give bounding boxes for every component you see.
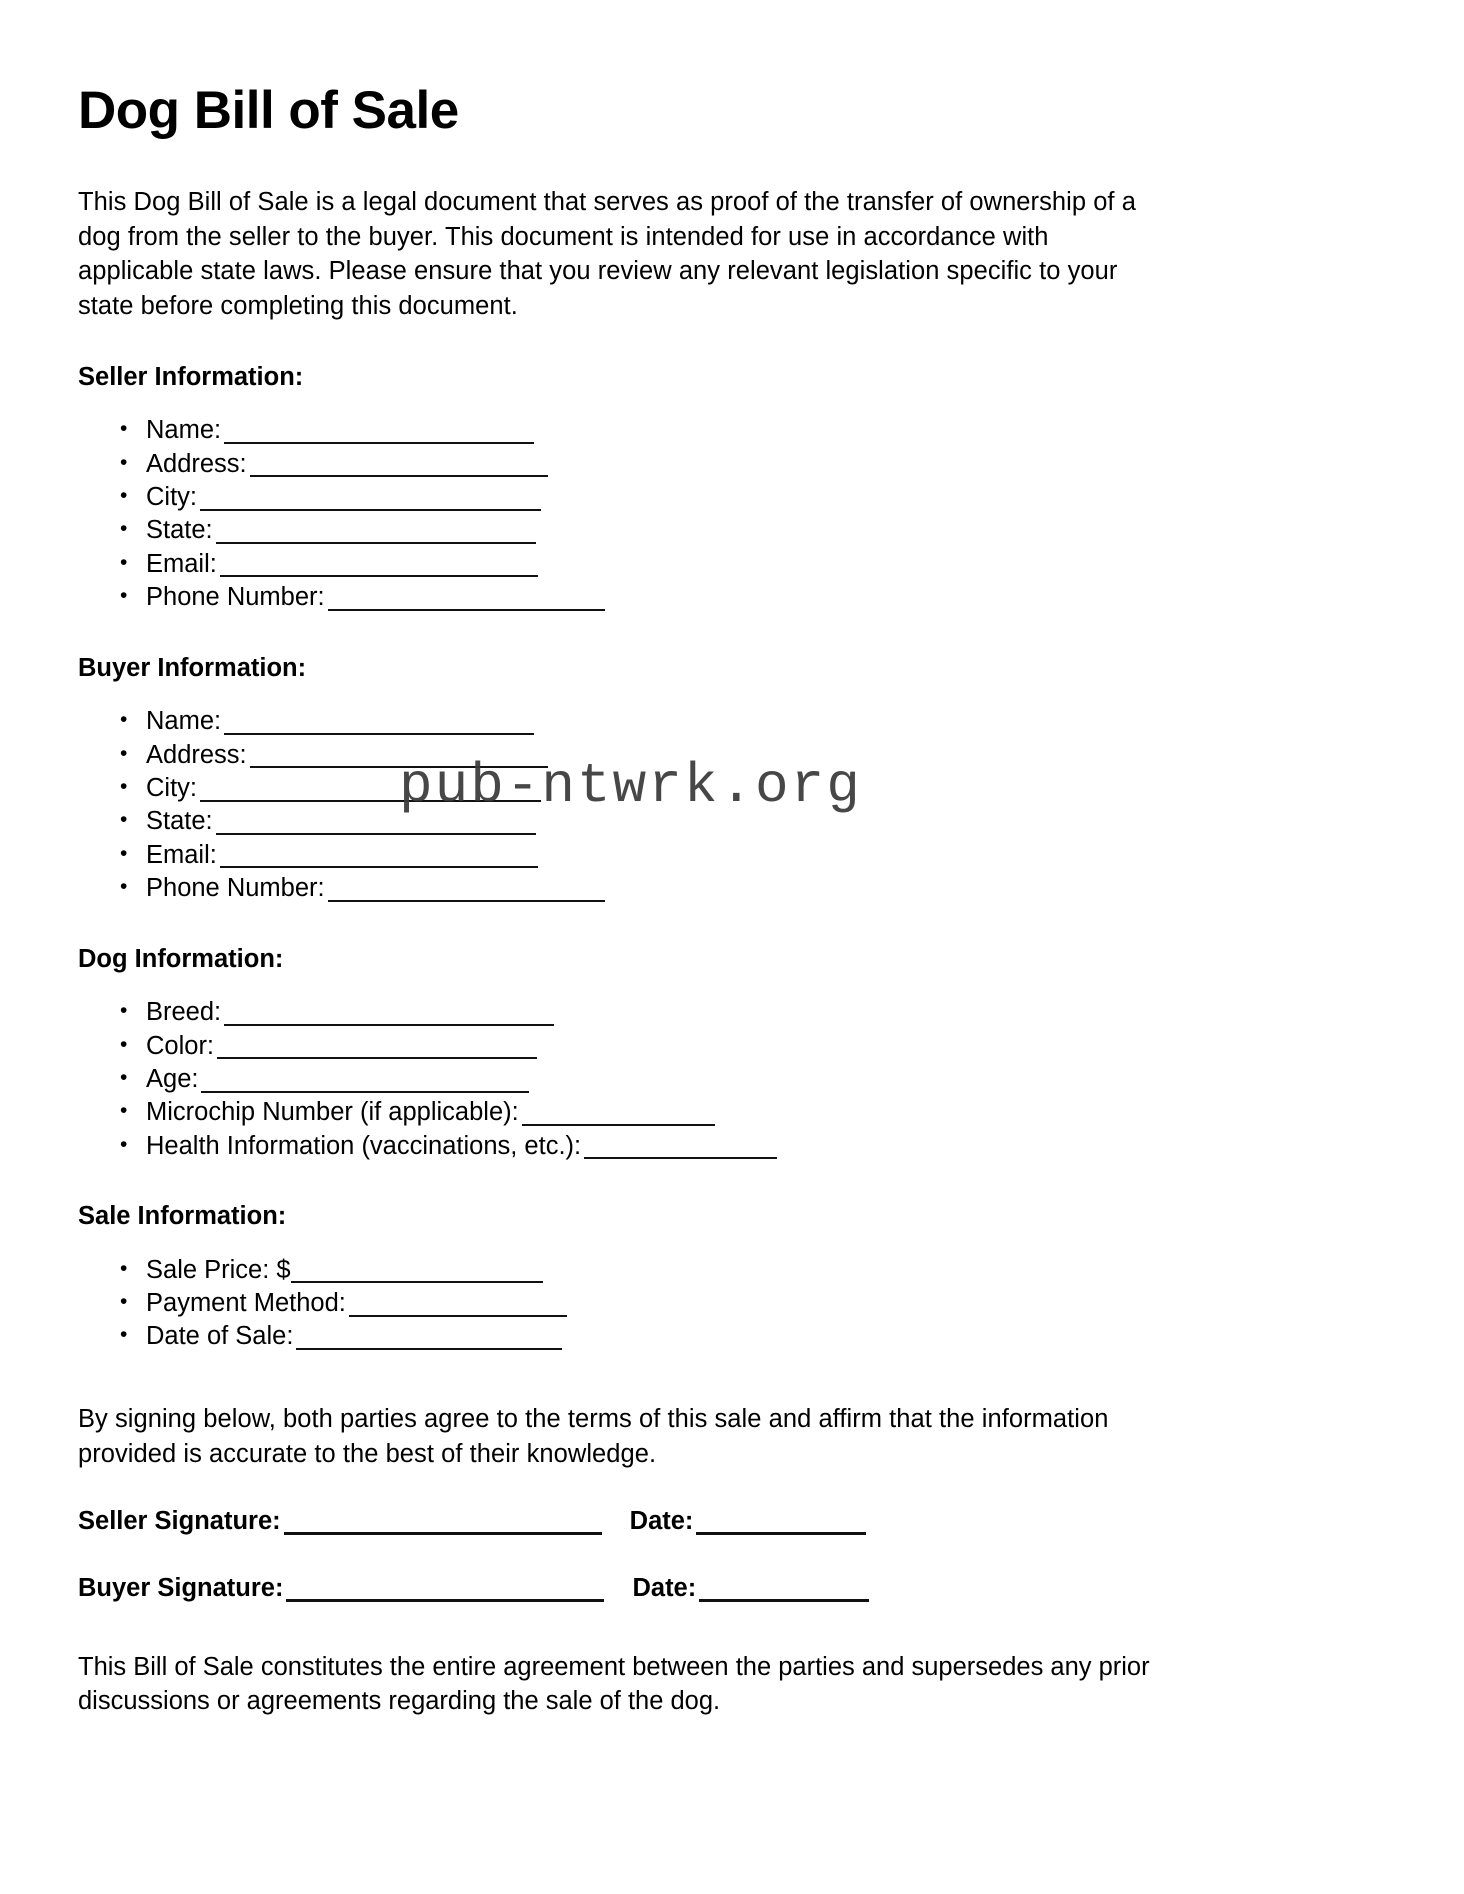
form-field-row <box>120 414 1386 447</box>
form-field-row <box>120 1030 1386 1063</box>
field-label: Address: <box>146 740 247 769</box>
field-label: Payment Method: <box>146 1289 346 1318</box>
field-blank-line[interactable] <box>201 1065 529 1093</box>
field-blank-line[interactable] <box>349 1289 567 1317</box>
field-blank-line[interactable] <box>217 1031 537 1059</box>
form-field-row <box>120 1254 1386 1287</box>
field-label: Email: <box>146 549 217 578</box>
field-blank-line[interactable] <box>216 807 536 835</box>
signature-blank-line[interactable] <box>286 1573 604 1602</box>
form-field-row <box>120 548 1386 581</box>
signature-block <box>78 1505 1386 1605</box>
form-field-row <box>120 1130 1386 1163</box>
form-sections <box>78 362 1386 1354</box>
field-label: Name: <box>146 416 222 445</box>
section-heading: Buyer Information: <box>78 653 307 682</box>
date-blank-line[interactable] <box>699 1573 869 1602</box>
section-heading: Dog Information: <box>78 944 284 973</box>
form-field-row <box>120 739 1386 772</box>
field-label: Age: <box>146 1064 199 1093</box>
form-field-row <box>120 805 1386 838</box>
field-blank-line[interactable] <box>224 707 534 735</box>
field-blank-line[interactable] <box>250 449 548 477</box>
form-field-row <box>120 1096 1386 1129</box>
field-blank-line[interactable] <box>522 1098 715 1126</box>
field-label: Microchip Number (if applicable): <box>146 1098 519 1127</box>
field-list <box>78 414 1386 614</box>
form-field-row <box>120 1287 1386 1320</box>
field-label: City: <box>146 483 197 512</box>
form-field-row <box>120 581 1386 614</box>
site-watermark: pub-ntwrk.org <box>399 754 862 818</box>
form-field-row <box>120 872 1386 905</box>
field-blank-line[interactable] <box>224 416 534 444</box>
form-field-row <box>120 514 1386 547</box>
field-label: Phone Number: <box>146 583 325 612</box>
page-title: Dog Bill of Sale <box>78 81 459 140</box>
field-blank-line[interactable] <box>328 874 605 902</box>
form-field-row <box>120 1063 1386 1096</box>
field-label: Address: <box>146 449 247 478</box>
form-field-row <box>120 772 1386 805</box>
field-label: City: <box>146 774 197 802</box>
field-label: Email: <box>146 840 217 869</box>
form-field-row <box>120 839 1386 872</box>
field-label: Breed: <box>146 998 222 1027</box>
document-body <box>78 62 1386 1719</box>
field-blank-line[interactable] <box>216 516 536 544</box>
field-blank-line[interactable] <box>200 483 541 511</box>
field-blank-line[interactable] <box>328 583 605 611</box>
field-label: Health Information (vaccinations, etc.): <box>146 1131 582 1160</box>
field-label: Sale Price: $ <box>146 1255 291 1284</box>
form-field-row <box>120 481 1386 514</box>
field-list <box>78 705 1386 905</box>
date-label: Date: <box>629 1507 694 1536</box>
field-blank-line[interactable] <box>291 1255 543 1283</box>
field-label: State: <box>146 807 213 836</box>
field-label: Color: <box>146 1031 215 1060</box>
agreement-paragraph: By signing below, both parties agree to the terms of this sale and affirm that the information provided is accurate to the best of their knowledge. <box>78 1404 1109 1468</box>
field-blank-line[interactable] <box>250 740 548 768</box>
date-blank-line[interactable] <box>696 1506 866 1535</box>
form-field-row <box>120 1320 1386 1353</box>
form-field-row <box>120 705 1386 738</box>
field-blank-line[interactable] <box>296 1322 562 1350</box>
signature-row <box>78 1572 1386 1605</box>
field-label: Phone Number: <box>146 874 325 903</box>
signature-label: Buyer Signature: <box>78 1574 284 1603</box>
section-heading: Sale Information: <box>78 1202 287 1231</box>
entire-agreement-paragraph: This Bill of Sale constitutes the entire agreement between the parties and supersedes any prior discussions or agreements regarding the sale of the dog. <box>78 1652 1150 1716</box>
field-list <box>78 996 1386 1163</box>
field-blank-line[interactable] <box>200 774 541 802</box>
field-list <box>78 1254 1386 1354</box>
date-label: Date: <box>632 1574 697 1603</box>
form-field-row <box>120 448 1386 481</box>
field-blank-line[interactable] <box>220 840 538 868</box>
signature-blank-line[interactable] <box>284 1506 602 1535</box>
field-blank-line[interactable] <box>220 549 538 577</box>
signature-label: Seller Signature: <box>78 1507 281 1536</box>
section-heading: Seller Information: <box>78 362 304 391</box>
field-blank-line[interactable] <box>584 1131 777 1159</box>
field-label: Name: <box>146 707 222 736</box>
signature-row <box>78 1505 1386 1538</box>
intro-paragraph: This Dog Bill of Sale is a legal document that serves as proof of the transfer of ownership of a dog from the seller to the buyer. This document is intended for use in accordance with applicable state laws. Please ensure that you review any relevant legislation specific to your state before completing this document. <box>78 188 1136 321</box>
form-field-row <box>120 996 1386 1029</box>
field-blank-line[interactable] <box>224 998 554 1026</box>
field-label: State: <box>146 516 213 545</box>
field-label: Date of Sale: <box>146 1322 294 1351</box>
